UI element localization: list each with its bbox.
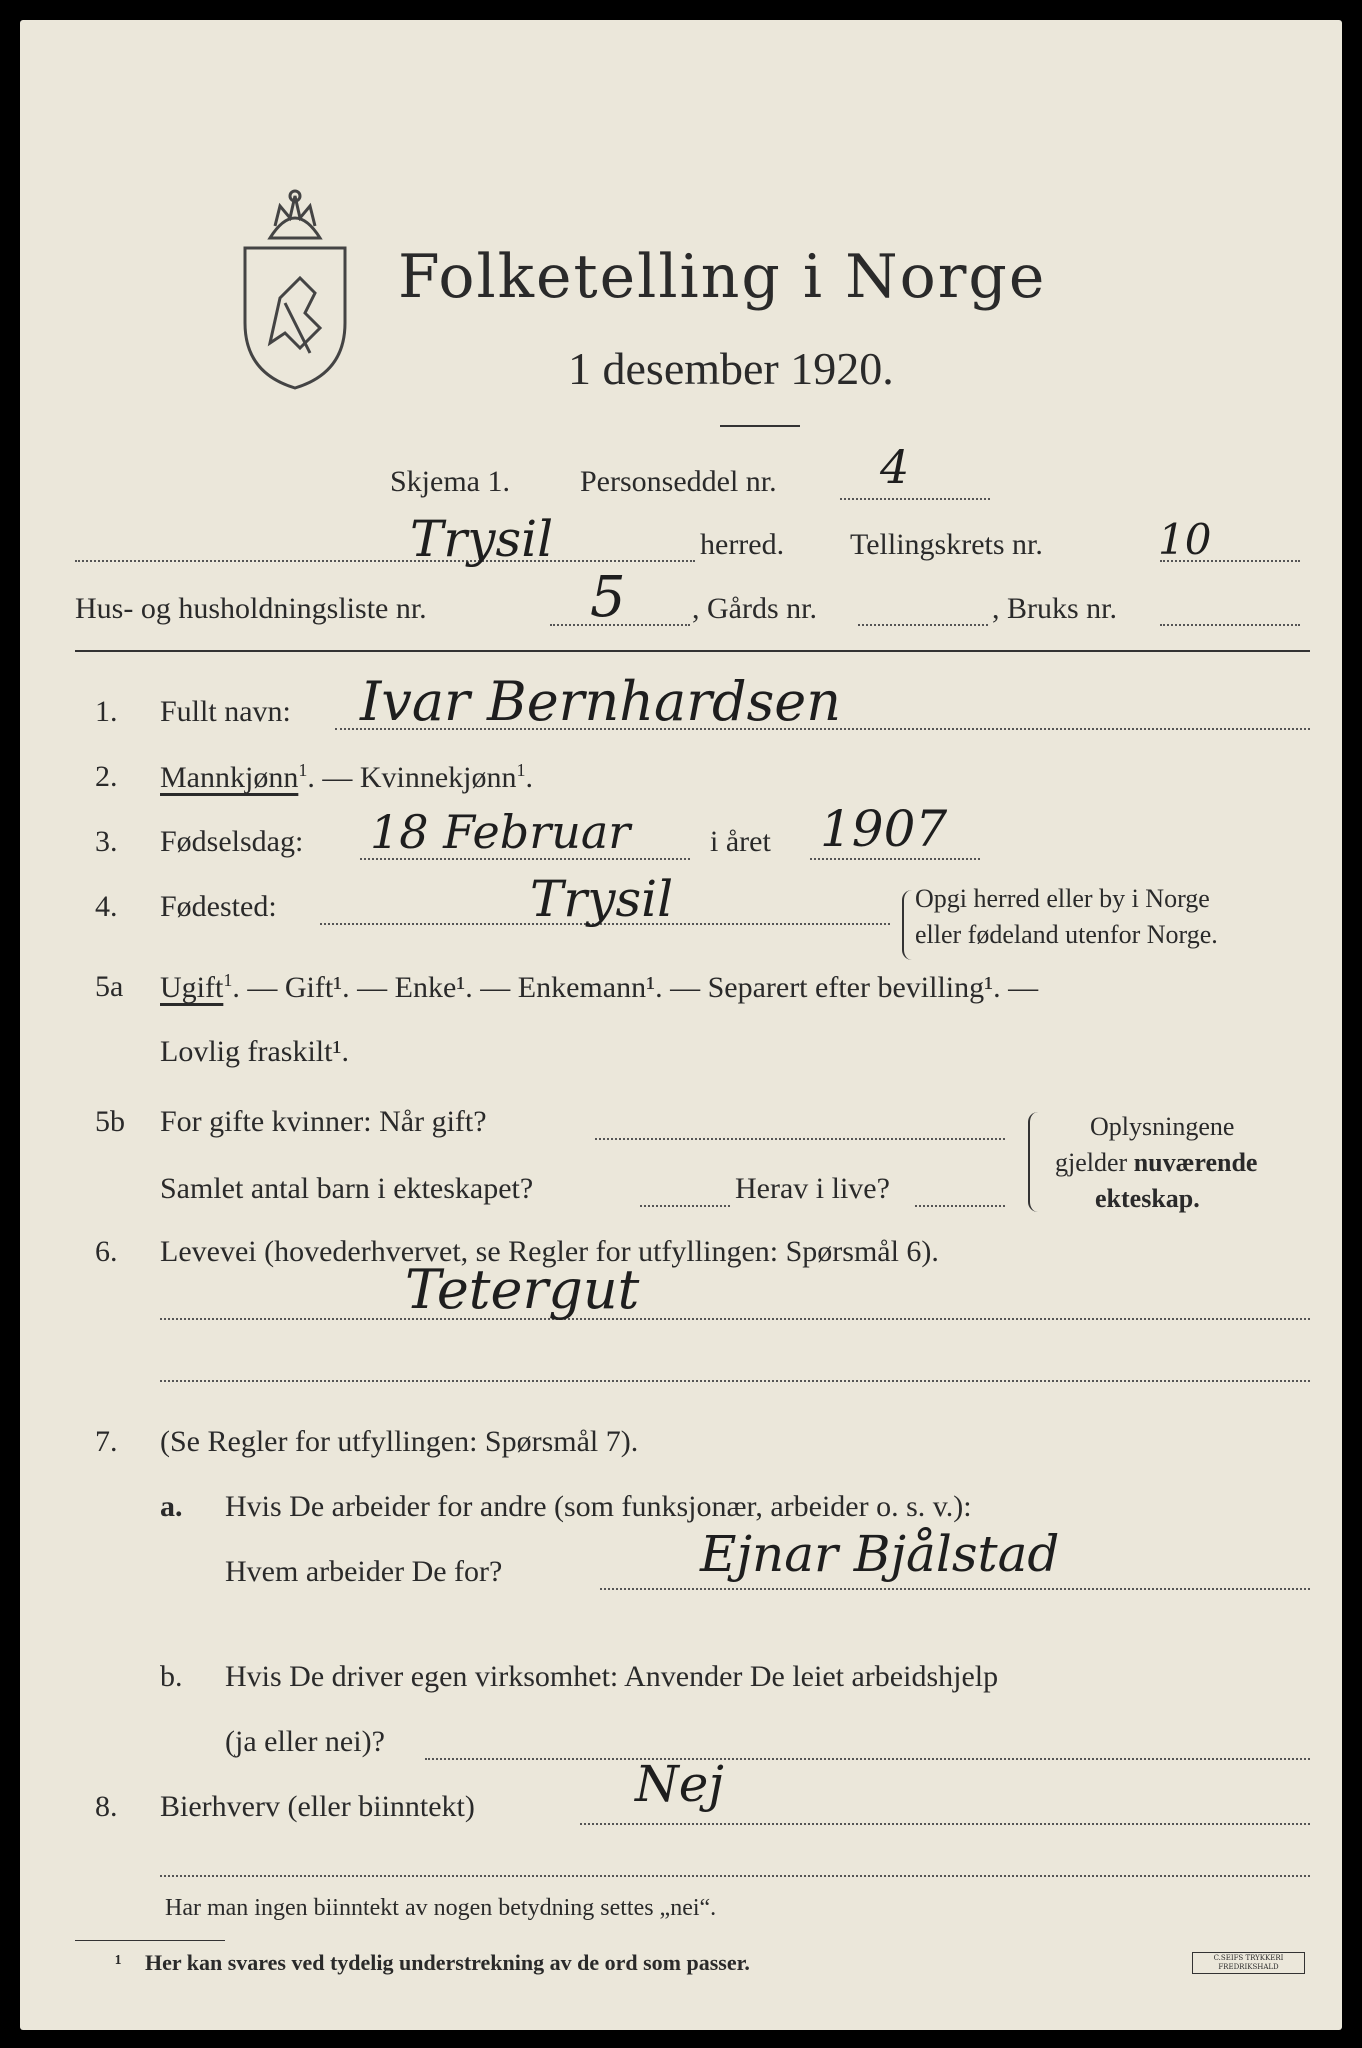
- q3-year[interactable]: 1907: [820, 800, 948, 858]
- q2-number: 2.: [95, 760, 118, 793]
- gards-line: [858, 624, 988, 626]
- bruks-line: [1160, 624, 1300, 626]
- skjema-label: Skjema 1.: [390, 465, 510, 498]
- q5b-note-3: ekteskap.: [1095, 1184, 1200, 1213]
- personseddel-value[interactable]: 4: [880, 440, 910, 494]
- q5b-number: 5b: [95, 1105, 125, 1138]
- q6-value[interactable]: Tetergut: [405, 1258, 640, 1321]
- q3-number: 3.: [95, 825, 118, 858]
- q5b-brace: [1028, 1112, 1040, 1212]
- q8-number: 8.: [95, 1790, 118, 1823]
- q5b-label-2: Samlet antal barn i ekteskapet?: [160, 1172, 534, 1205]
- q7a-line: [600, 1588, 1310, 1590]
- q6-line-2: [160, 1380, 1310, 1382]
- q3-value[interactable]: 18 Februar: [370, 805, 631, 859]
- hus-label: Hus- og husholdningsliste nr.: [75, 592, 427, 625]
- q7b-line: [425, 1758, 1310, 1760]
- footnote-mark: ¹: [115, 1950, 122, 1975]
- section-divider: [75, 650, 1310, 652]
- q2-mann[interactable]: Mannkjønn: [160, 761, 299, 794]
- footnote-text: Her kan svares ved tydelig understrekning av de ord som passer.: [145, 1950, 750, 1975]
- footnote-divider: [75, 1940, 225, 1941]
- q8-line-2: [160, 1875, 1310, 1877]
- q7b-label-1: Hvis De driver egen virksomhet: Anvender De leiet arbeidshjelp: [225, 1660, 999, 1693]
- q4-brace: [902, 890, 912, 960]
- coat-of-arms-icon: [230, 178, 360, 398]
- q5b-label-1: For gifte kvinner: Når gift?: [160, 1105, 487, 1138]
- q6-line-1: [160, 1318, 1310, 1320]
- title-divider: [720, 425, 800, 427]
- q7a-label-1: Hvis De arbeider for andre (som funksjonær, arbeider o. s. v.):: [225, 1490, 972, 1523]
- census-date: 1 desember 1920.: [568, 343, 894, 394]
- q7b-number: b.: [160, 1660, 183, 1693]
- q3-aaret-label: i året: [710, 825, 771, 858]
- herred-label: herred.: [700, 528, 785, 561]
- herred-line: [75, 560, 695, 562]
- q6-number: 6.: [95, 1235, 118, 1268]
- q5b-label-3: Herav i live?: [735, 1172, 890, 1205]
- personseddel-label: Personseddel nr.: [580, 465, 777, 498]
- footer-note: Har man ingen biinntekt av nogen betydning settes „nei“.: [165, 1895, 717, 1921]
- q5b-line-2: [640, 1205, 730, 1207]
- gards-label: , Gårds nr.: [692, 592, 817, 625]
- q7a-number: a.: [160, 1490, 183, 1523]
- hus-value[interactable]: 5: [590, 565, 626, 630]
- q7-label: (Se Regler for utfyllingen: Spørsmål 7).: [160, 1425, 639, 1458]
- herred-value[interactable]: Trysil: [410, 510, 554, 568]
- q3-year-line: [810, 858, 980, 860]
- q2-options: Mannkjønn$^1$. — Kvinnekjønn$^1$.: [160, 760, 533, 794]
- q1-number: 1.: [95, 695, 118, 728]
- q2-kvinne[interactable]: Kvinnekjønn: [359, 761, 517, 794]
- q5b-line-1: [595, 1138, 1005, 1140]
- q5a-number: 5a: [95, 970, 124, 1003]
- page-title: Folketelling i Norge: [398, 242, 1047, 312]
- q7b-label-2: (ja eller nei)?: [225, 1725, 385, 1758]
- personseddel-line: [840, 498, 990, 500]
- q8-value[interactable]: Nej: [635, 1755, 724, 1813]
- q7a-label-2: Hvem arbeider De for?: [225, 1555, 503, 1588]
- q8-label: Bierhverv (eller biinntekt): [160, 1790, 475, 1823]
- bruks-label: , Bruks nr.: [992, 592, 1118, 625]
- q7a-value[interactable]: Ejnar Bjålstad: [700, 1525, 1060, 1583]
- q5b-note-1: Oplysningene: [1090, 1112, 1235, 1141]
- q5a-options: Ugift$^1$. — Gift¹. — Enke¹. — Enkemann¹. — Separert efter bevilling¹. —: [160, 970, 1039, 1004]
- q4-number: 4.: [95, 890, 118, 923]
- q5b-line-3: [915, 1205, 1005, 1207]
- q4-note-2: eller fødeland utenfor Norge.: [915, 920, 1218, 949]
- q4-note-1: Opgi herred eller by i Norge: [915, 884, 1210, 913]
- census-form-page: [20, 20, 1342, 2030]
- printer-stamp: C.SEIFS TRYKKERI FREDRIKSHALD: [1192, 1952, 1305, 1974]
- q7-number: 7.: [95, 1425, 118, 1458]
- q8-line: [580, 1823, 1310, 1825]
- q1-label: Fullt navn:: [160, 695, 291, 728]
- q3-label: Fødselsdag:: [160, 825, 304, 858]
- q5a-ugift[interactable]: Ugift: [160, 971, 224, 1004]
- tellingskrets-value[interactable]: 10: [1158, 515, 1212, 564]
- q6-label: Levevei (hovederhvervet, se Regler for utfyllingen: Spørsmål 6).: [160, 1235, 939, 1268]
- tellingskrets-label: Tellingskrets nr.: [850, 528, 1043, 561]
- q5a-line2: Lovlig fraskilt¹.: [160, 1035, 349, 1068]
- q4-label: Fødested:: [160, 890, 277, 923]
- q4-value[interactable]: Trysil: [530, 870, 674, 928]
- q1-value[interactable]: Ivar Bernhardsen: [360, 670, 842, 733]
- q5b-note-2: gjelder nuværende: [1055, 1148, 1258, 1177]
